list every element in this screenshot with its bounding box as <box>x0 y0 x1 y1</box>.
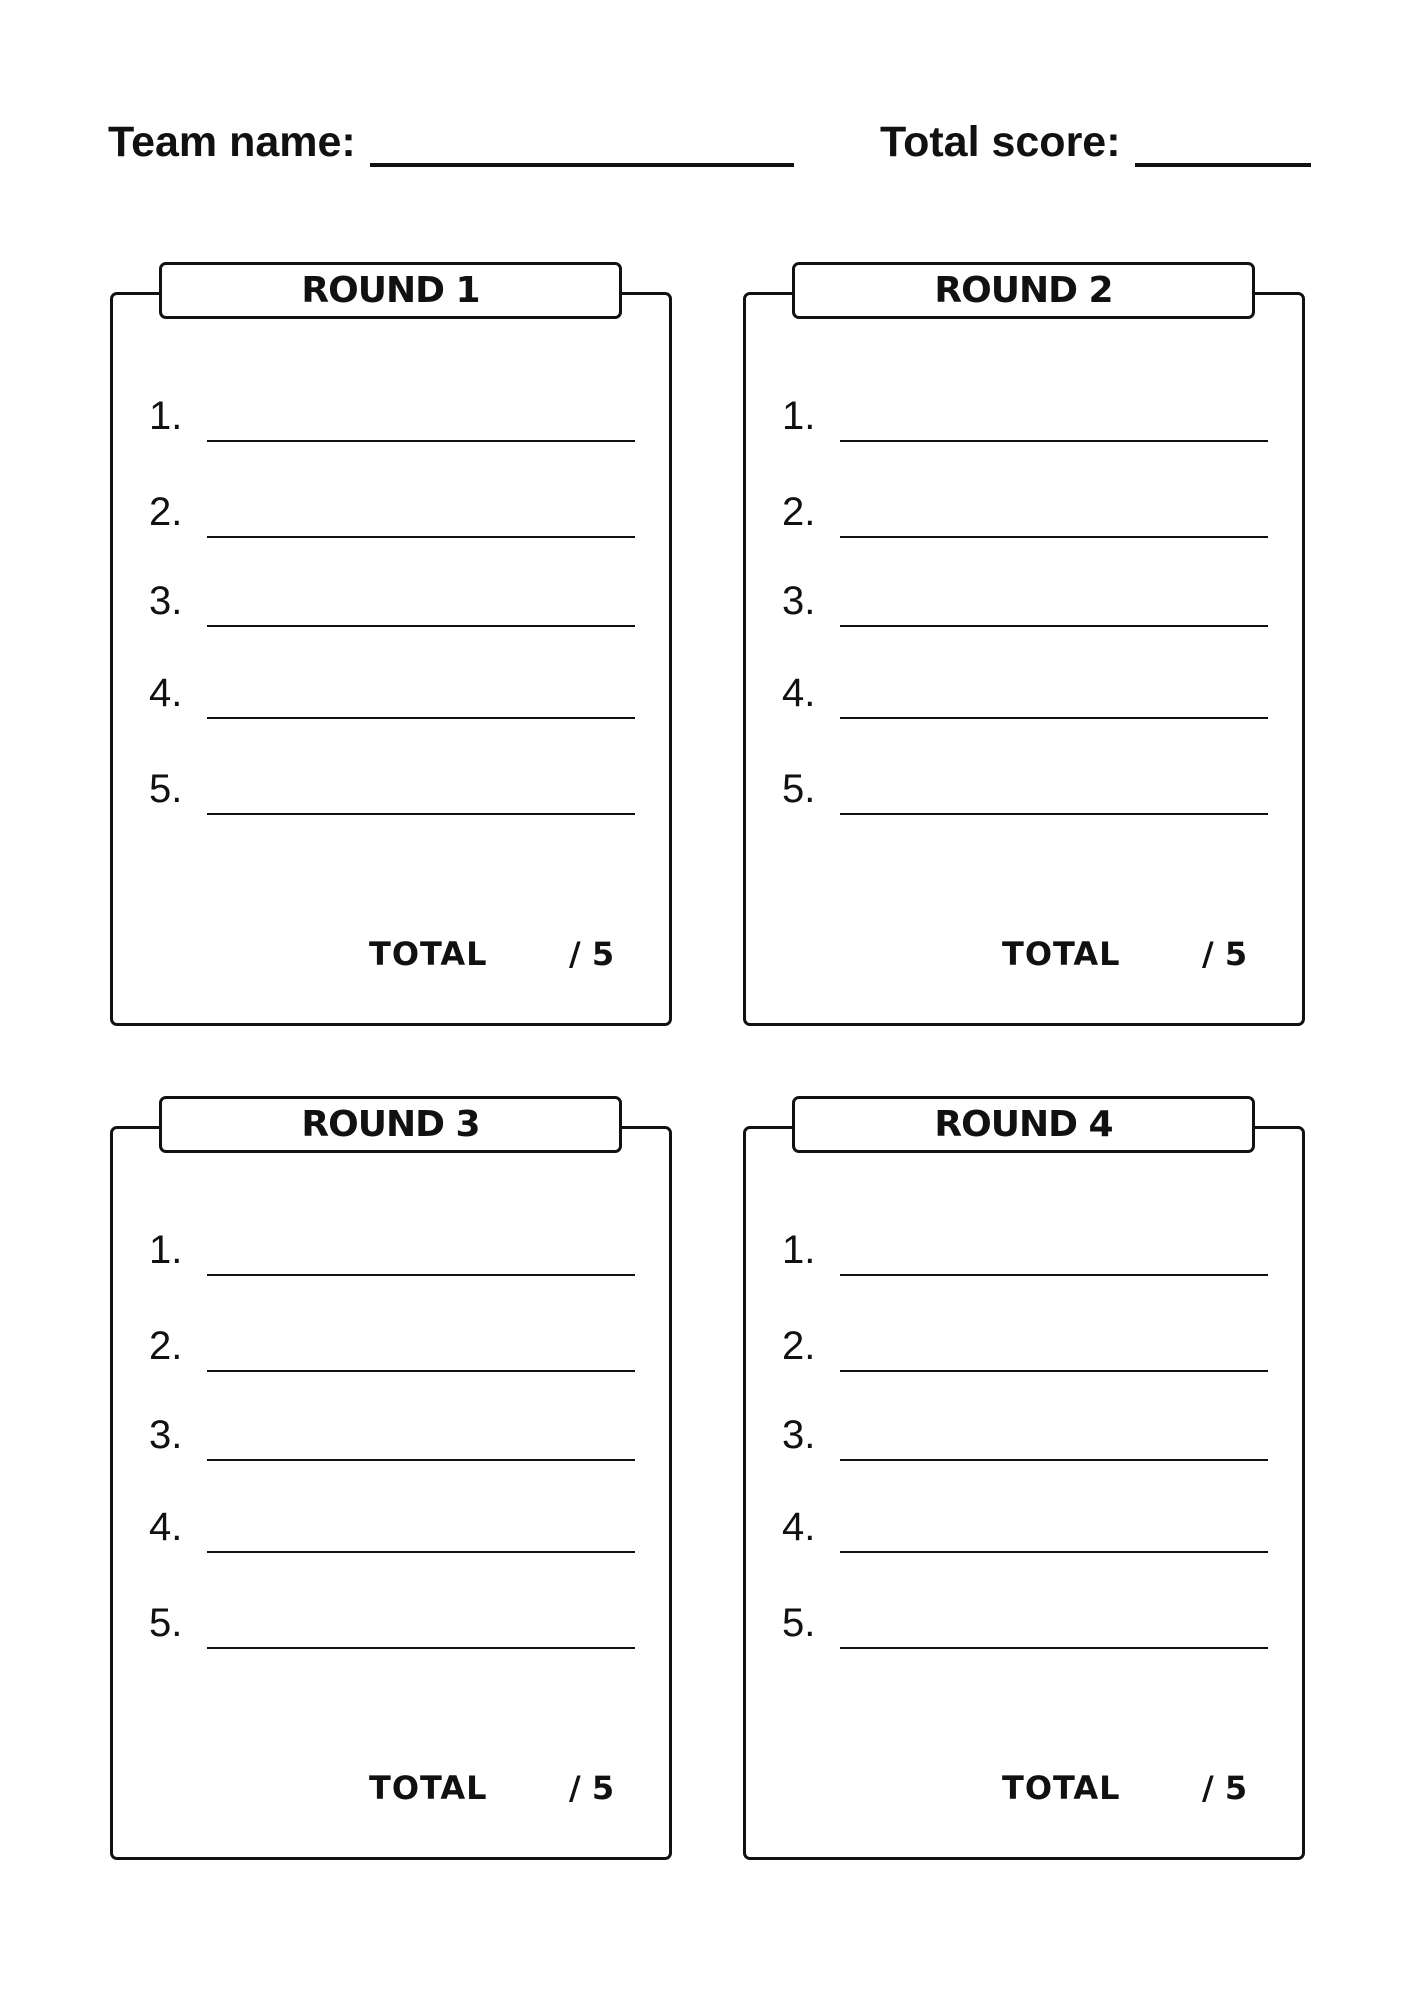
round-card-1 <box>110 270 672 1026</box>
team-name-field[interactable] <box>108 118 794 167</box>
answer-number: 2. <box>149 490 183 534</box>
answer-blank[interactable] <box>207 1350 635 1372</box>
answer-row[interactable] <box>782 396 1268 436</box>
answer-number: 4. <box>782 1505 816 1549</box>
answer-blank[interactable] <box>840 1439 1268 1461</box>
total-max: / 5 <box>569 935 615 973</box>
answer-row[interactable] <box>782 1326 1268 1366</box>
answer-row[interactable] <box>782 1603 1268 1643</box>
answer-row[interactable] <box>149 1415 635 1455</box>
answer-row[interactable] <box>782 1415 1268 1455</box>
answer-number: 3. <box>782 579 816 623</box>
answer-row[interactable] <box>149 673 635 713</box>
answer-row[interactable] <box>782 769 1268 809</box>
total-score-field[interactable] <box>880 118 1311 167</box>
answer-blank[interactable] <box>840 420 1268 442</box>
answer-number: 1. <box>149 394 183 438</box>
answer-blank[interactable] <box>207 420 635 442</box>
answer-number: 1. <box>782 1228 816 1272</box>
answer-row[interactable] <box>149 1230 635 1270</box>
answer-row[interactable] <box>149 1603 635 1643</box>
total-score-blank[interactable] <box>1135 123 1311 167</box>
round-title-4: ROUND 4 <box>792 1096 1255 1153</box>
total-label: TOTAL <box>369 935 488 973</box>
total-max: / 5 <box>569 1769 615 1807</box>
answer-number: 5. <box>782 1601 816 1645</box>
answer-row[interactable] <box>782 673 1268 713</box>
team-name-label: Team name: <box>108 118 356 166</box>
total-max: / 5 <box>1202 935 1248 973</box>
answer-blank[interactable] <box>207 1439 635 1461</box>
answer-row[interactable] <box>782 581 1268 621</box>
round-title-3: ROUND 3 <box>159 1096 622 1153</box>
answer-row[interactable] <box>782 1507 1268 1547</box>
round-card-4 <box>743 1104 1305 1860</box>
answer-blank[interactable] <box>207 1627 635 1649</box>
total-label: TOTAL <box>369 1769 488 1807</box>
answer-row[interactable] <box>149 396 635 436</box>
answer-number: 3. <box>149 579 183 623</box>
answer-blank[interactable] <box>207 793 635 815</box>
total-max: / 5 <box>1202 1769 1248 1807</box>
answer-blank[interactable] <box>840 1531 1268 1553</box>
answer-blank[interactable] <box>840 516 1268 538</box>
answer-blank[interactable] <box>840 793 1268 815</box>
answer-number: 3. <box>149 1413 183 1457</box>
answer-row[interactable] <box>149 1507 635 1547</box>
answer-row[interactable] <box>149 581 635 621</box>
answer-blank[interactable] <box>207 1254 635 1276</box>
answer-blank[interactable] <box>840 1627 1268 1649</box>
answer-blank[interactable] <box>840 1350 1268 1372</box>
round-card-3 <box>110 1104 672 1860</box>
answer-number: 4. <box>149 1505 183 1549</box>
answer-number: 3. <box>782 1413 816 1457</box>
answer-number: 2. <box>782 490 816 534</box>
answer-blank[interactable] <box>840 697 1268 719</box>
answer-row[interactable] <box>782 492 1268 532</box>
answer-number: 4. <box>149 671 183 715</box>
answer-number: 2. <box>149 1324 183 1368</box>
answer-number: 1. <box>782 394 816 438</box>
answer-blank[interactable] <box>207 605 635 627</box>
answer-blank[interactable] <box>840 1254 1268 1276</box>
answer-blank[interactable] <box>840 605 1268 627</box>
answer-blank[interactable] <box>207 1531 635 1553</box>
answer-number: 4. <box>782 671 816 715</box>
answer-number: 2. <box>782 1324 816 1368</box>
answer-row[interactable] <box>782 1230 1268 1270</box>
total-label: TOTAL <box>1002 1769 1121 1807</box>
round-card-2 <box>743 270 1305 1026</box>
answer-number: 1. <box>149 1228 183 1272</box>
answer-number: 5. <box>149 1601 183 1645</box>
answer-row[interactable] <box>149 1326 635 1366</box>
answer-number: 5. <box>782 767 816 811</box>
answer-number: 5. <box>149 767 183 811</box>
round-title-2: ROUND 2 <box>792 262 1255 319</box>
answer-blank[interactable] <box>207 697 635 719</box>
answer-blank[interactable] <box>207 516 635 538</box>
total-label: TOTAL <box>1002 935 1121 973</box>
answer-row[interactable] <box>149 769 635 809</box>
round-title-1: ROUND 1 <box>159 262 622 319</box>
team-name-blank[interactable] <box>370 123 794 167</box>
answer-row[interactable] <box>149 492 635 532</box>
total-score-label: Total score: <box>880 118 1121 166</box>
